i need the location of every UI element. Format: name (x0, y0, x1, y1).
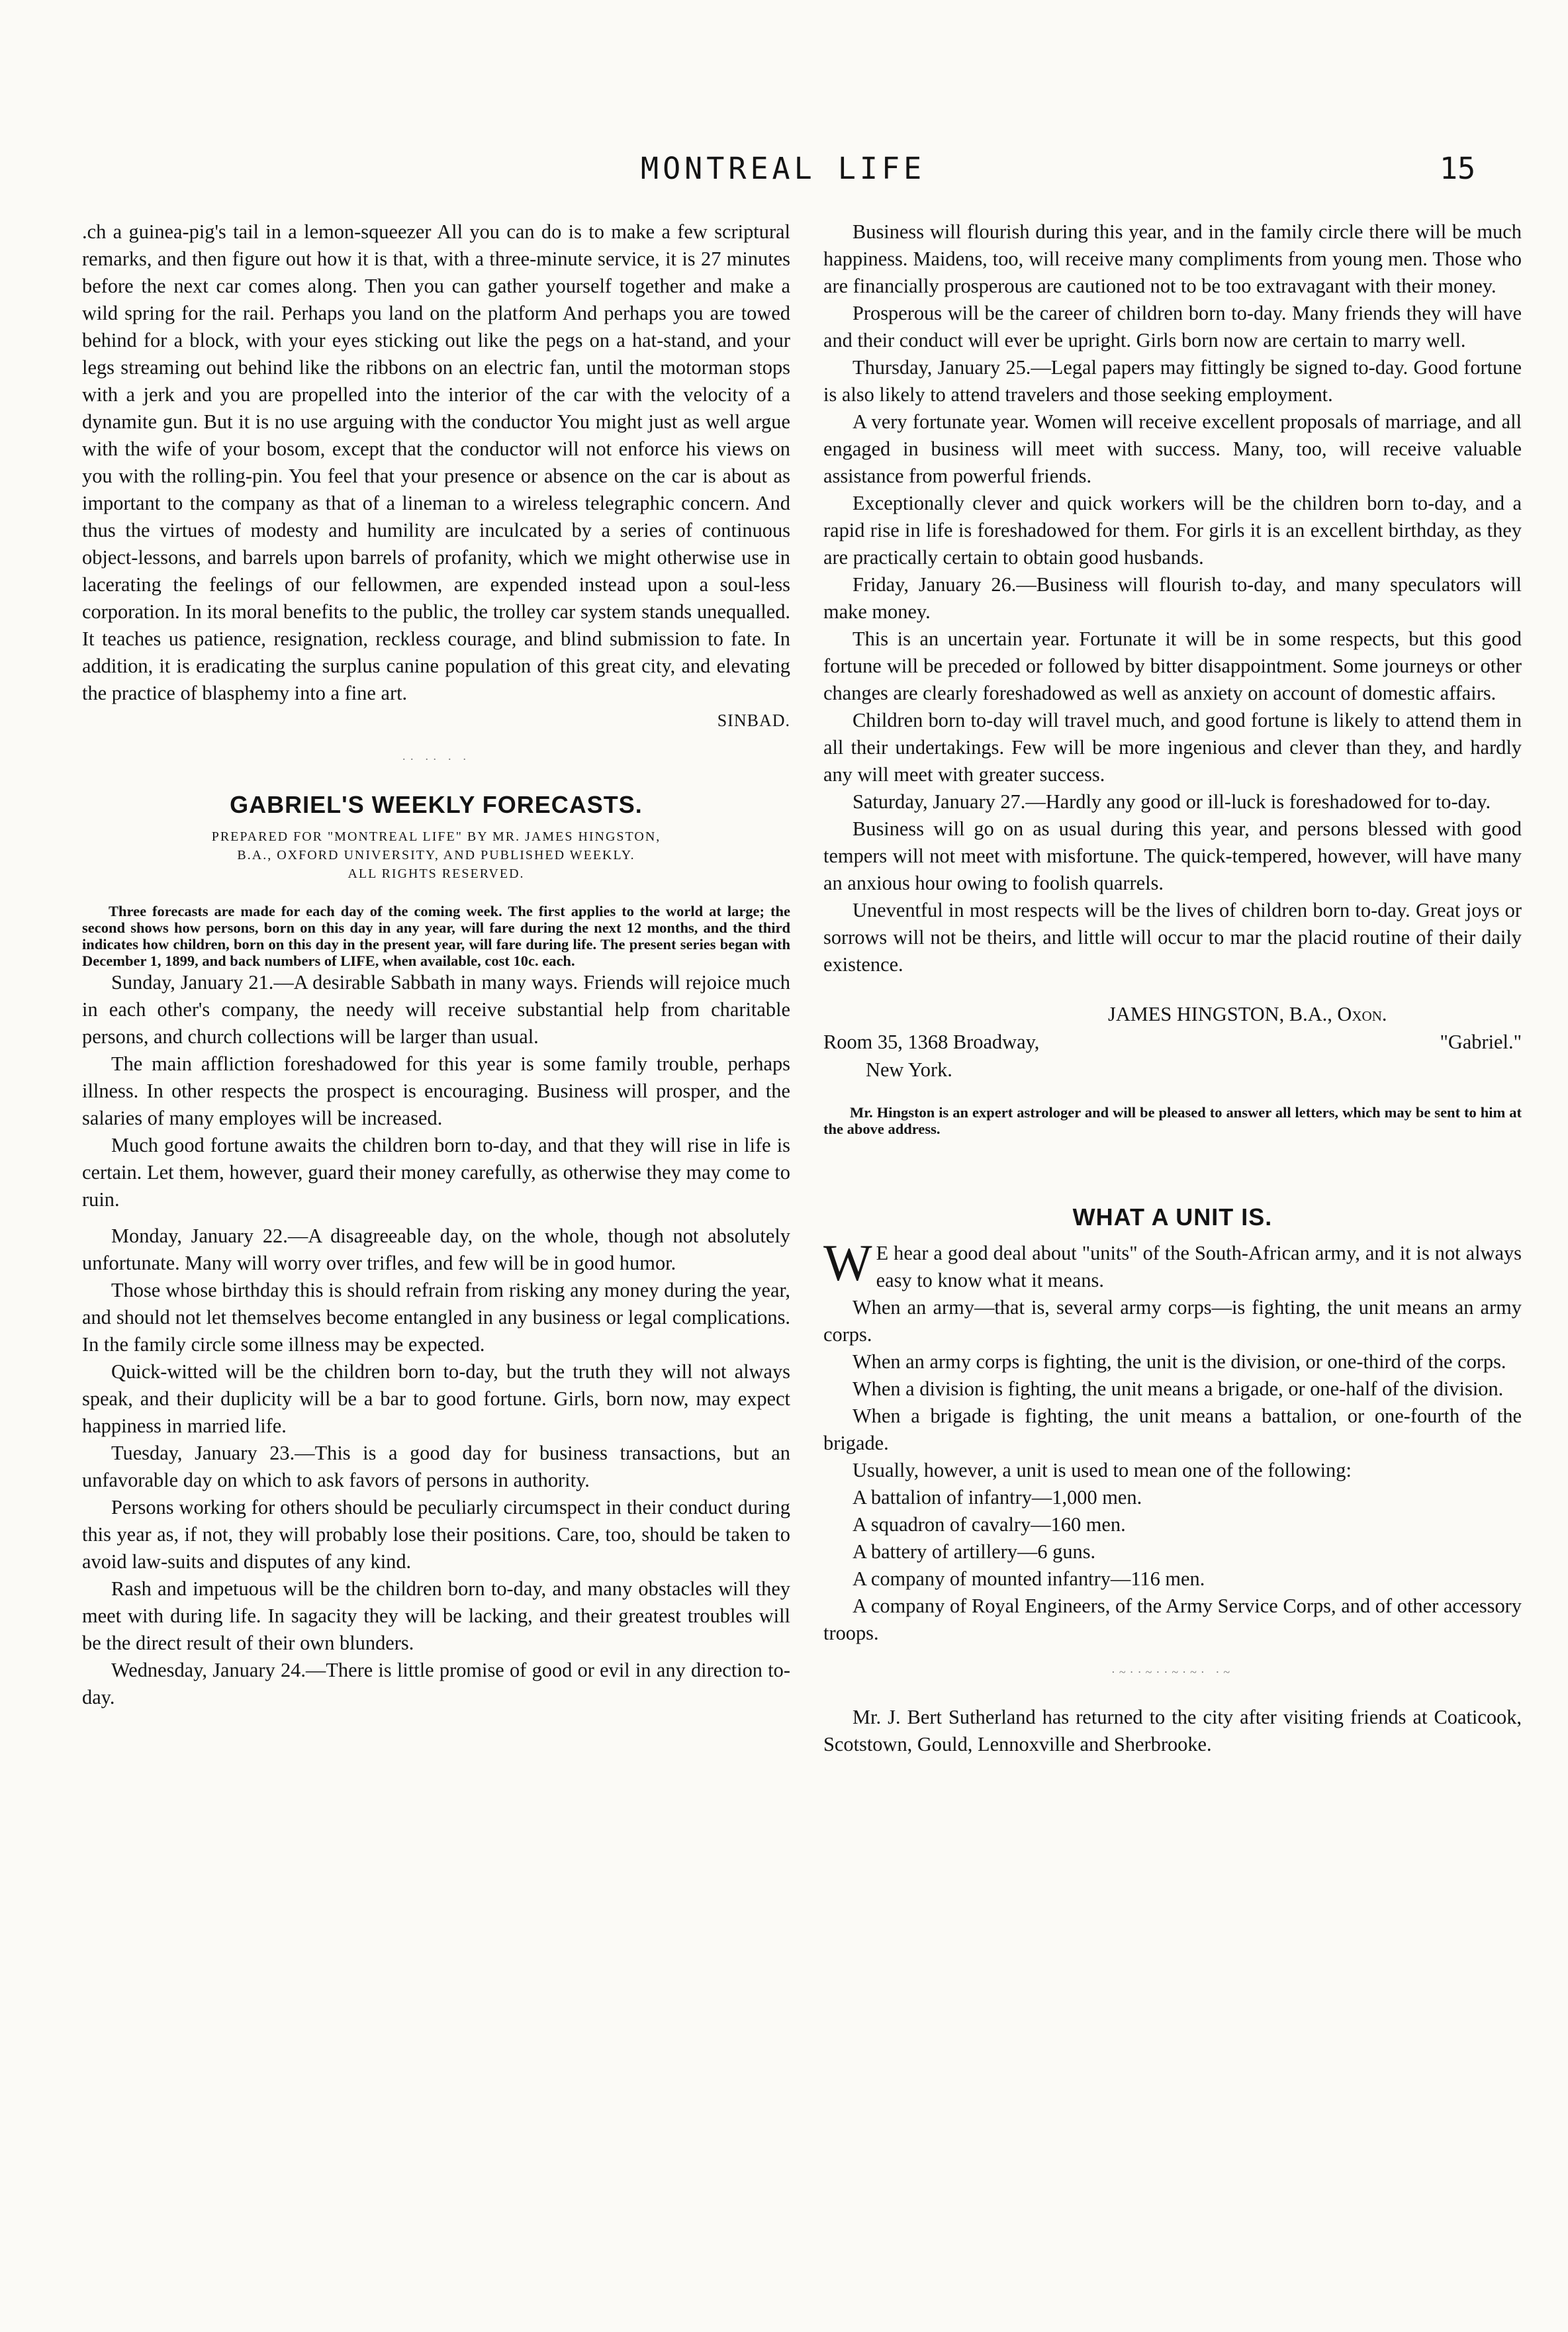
unit-paragraph: A battalion of infantry—1,000 men. (853, 1486, 1142, 1509)
forecast-heading: GABRIEL'S WEEKLY FORECASTS. (230, 791, 643, 818)
forecast-paragraph: Exceptionally clever and quick workers will be the children born to-day, and a rapid rise in life is foreshadowed for them. For girls it is an excellent birthday, as they are practically certain to obtain good husbands. (823, 492, 1522, 569)
page-number: 15 (1440, 151, 1476, 186)
unit-paragraph: When an army—that is, several army corps—is fighting, the unit means an army corps. (823, 1296, 1522, 1346)
forecast-paragraph: Prosperous will be the career of children born to-day. Many friends they will have and their conduct will ever be upright. Girls born now are certain to marry well. (823, 302, 1522, 351)
forecast-paragraph: Monday, January 22.—A disagreeable day, on the whole, though not absolutely unfortunate. Many will worry over trifles, and few will be in good humor. (82, 1225, 790, 1274)
forecast-paragraph: Friday, January 26.—Business will flourish to-day, and many speculators will make money. (823, 573, 1522, 623)
forecast-paragraph: Sunday, January 21.—A desirable Sabbath in many ways. Friends will rejoice much in each other's company, the needy will receive substantial help from charitable persons, and church collections will be larger than usual. (82, 971, 790, 1048)
intro-signature: SINBAD. (717, 711, 790, 730)
unit-paragraph: A company of mounted infantry—116 men. (853, 1567, 1205, 1590)
unit-intro-paragraph (823, 1234, 1522, 1294)
unit-list (823, 1294, 1522, 1647)
closing-note: Mr. J. Bert Sutherland has returned to the city after visiting friends at Coaticook, Scotstown, Gould, Lennoxville and Sherbrooke. (823, 1706, 1522, 1755)
address-city: New York. (866, 1058, 952, 1081)
unit-paragraph: A battery of artillery—6 guns. (853, 1540, 1096, 1563)
forecast-paragraph: Wednesday, January 24.—There is little promise of good or evil in any direction to-day. (82, 1659, 790, 1708)
astrologer-note: Mr. Hingston is an expert astrologer and will be pleased to answer all letters, which may be sent to him at the above address. (823, 1104, 1522, 1137)
unit-paragraph: When an army corps is fighting, the unit is the division, or one-third of the corps. (853, 1350, 1506, 1373)
publication-title: MONTREAL LIFE (641, 151, 926, 186)
unit-paragraph: When a division is fighting, the unit means a brigade, or one-half of the division. (853, 1377, 1504, 1400)
section-divider: ·· ·· · · (402, 753, 471, 766)
unit-paragraph: A company of Royal Engineers, of the Army Service Corps, and of other accessory troops. (823, 1595, 1522, 1644)
forecast-paragraph: Much good fortune awaits the children born to-day, and that they will rise in life is certain. Let them, however, guard their money carefully, as otherwise they may come to ruin. (82, 1134, 790, 1211)
forecast-paragraph: Business will flourish during this year, and in the family circle there will be much happiness. Maidens, too, will receive many compliments from young men. Those who are financially prosperous are cautioned not to be too extravagant with their money. (823, 220, 1522, 297)
unit-paragraph: A squadron of cavalry—160 men. (853, 1513, 1126, 1536)
author-signature (823, 1001, 1522, 1084)
signature-alias: "Gabriel." (1440, 1031, 1522, 1053)
unit-paragraph: Usually, however, a unit is used to mean one of the following: (853, 1459, 1352, 1481)
left-column (82, 218, 790, 1711)
forecast-credit (82, 827, 790, 883)
forecast-paragraph: Those whose birthday this is should refrain from risking any money during the year, and should not let themselves become entangled in any business or legal complications. In the family circle some illness may be expected. (82, 1279, 790, 1356)
forecast-credit-line: PREPARED FOR "MONTREAL LIFE" BY MR. JAMES HINGSTON, (211, 829, 661, 844)
address-line: Room 35, 1368 Broadway, (823, 1031, 1040, 1053)
forecast-paragraph: The main affliction foreshadowed for this year is some family trouble, perhaps illness. In other respects the prospect is encouraging. Business will prosper, and the salaries of many employes will be increased. (82, 1052, 790, 1129)
forecast-paragraph: Tuesday, January 23.—This is a good day for business transactions, but an unfavorable day on which to ask favors of persons in authority. (82, 1442, 790, 1491)
forecast-paragraph: Rash and impetuous will be the children born to-day, and many obstacles will they meet with during life. In sagacity they will be lacking, and their greatest troubles will be the direct result of their own blunders. (82, 1577, 790, 1654)
forecast-paragraph: Uneventful in most respects will be the lives of children born to-day. Great joys or sorrows will not be theirs, and little will occur to mar the placid routine of their daily existence. (823, 899, 1522, 976)
right-column (823, 218, 1522, 1758)
forecast-note: Three forecasts are made for each day of the coming week. The first applies to the world at large; the second shows how persons, born on this day in any year, will fare during the next 12 months, and the third indicates how children, born on this day in the present year, will fare during life. The present series began with December 1, 1899, and back numbers of LIFE, when available, cost 10c. each. (82, 903, 790, 969)
forecast-paragraph: Business will go on as usual during this year, and persons blessed with good tempers will not meet with misfortune. The quick-tempered, however, will have many an anxious hour owing to foolish quarrels. (823, 817, 1522, 894)
unit-heading: WHAT A UNIT IS. (1072, 1203, 1273, 1231)
unit-paragraph: When a brigade is fighting, the unit means a battalion, or one-fourth of the brigade. (823, 1405, 1522, 1454)
forecast-paragraph: A very fortunate year. Women will receive excellent proposals of marriage, and all engaged in business will meet with success. Many, too, will receive valuable assistance from powerful friends. (823, 410, 1522, 487)
forecast-paragraph: Saturday, January 27.—Hardly any good or ill-luck is foreshadowed for to-day. (853, 790, 1491, 813)
forecast-paragraph: Children born to-day will travel much, and good fortune is likely to attend them in all their undertakings. Few will be more ingenious and clever than they, and hardly any will meet with greater success. (823, 709, 1522, 786)
forecast-paragraph: Thursday, January 25.—Legal papers may fittingly be signed to-day. Good fortune is also likely to attend travelers and those seeking employment. (823, 356, 1522, 406)
forecast-credit-line: ALL RIGHTS RESERVED. (347, 866, 525, 881)
forecast-paragraph: Persons working for others should be peculiarly circumspect in their conduct during this year as, if not, they will probably lose their positions. Care, too, should be taken to avoid law-suits and disputes of any kind. (82, 1496, 790, 1573)
intro-paragraph: .ch a guinea-pig's tail in a lemon-squeezer All you can do is to make a few scriptural remarks, and then figure out how it is that, with a three-minute service, it is 27 minutes before the next car comes along. Then you can gather yourself together and make a wild spring for the rail. Perhaps you land on the platform And perhaps you are towed behind for a block, with your eyes sticking out like the pegs on a hat-stand, and your legs streaming out behind like the ribbons on an electric fan, until the motorman stops with a jerk and you are propelled into the interior of the car with the velocity of a dynamite gun. But it is no use arguing with the conductor You might just as well argue with the wife of your bosom, except that the conductor will not enforce his views on you with the rolling-pin. You feel that your presence or absence on the car is about as important to the company as that of a lineman to a wireless telegraphic concern. And thus the virtues of modesty and humility are inculcated by a series of continuous object-lessons, and barrels upon barrels of profanity, which we might otherwise use in lacerating the feelings of our fellowmen, are expended instead upon a soul-less corporation. In its moral benefits to the public, the trolley car system stands unequalled. It teaches us patience, resignation, reckless courage, and blind submission to fate. In addition, it is eradicating the surplus canine population of this great city, and elevating the practice of blasphemy into a fine art. (82, 220, 790, 704)
forecast-credit-line: B.A., OXFORD UNIVERSITY, AND PUBLISHED WEEKLY. (237, 848, 635, 863)
forecast-paragraph: This is an uncertain year. Fortunate it will be in some respects, but this good fortune will be preceded or followed by bitter disappointment. Some journeys or other changes are clearly foreshadowed as well as anxiety on account of domestic affairs. (823, 628, 1522, 704)
section-divider: ·~··~··~·~· ·~ (1111, 1665, 1234, 1679)
drop-cap: W (823, 1234, 872, 1291)
page-header (0, 151, 1568, 197)
signature-name: JAMES HINGSTON, B.A., Oxon. (1108, 1003, 1387, 1025)
forecast-paragraph: Quick-witted will be the children born to-day, but the truth they will not always speak, and their duplicity will be a bar to good fortune. Girls, born now, may expect happiness in married life. (82, 1360, 790, 1437)
unit-intro-text: E hear a good deal about "units" of the South-African army, and it is not always easy to know what it means. (876, 1242, 1522, 1291)
